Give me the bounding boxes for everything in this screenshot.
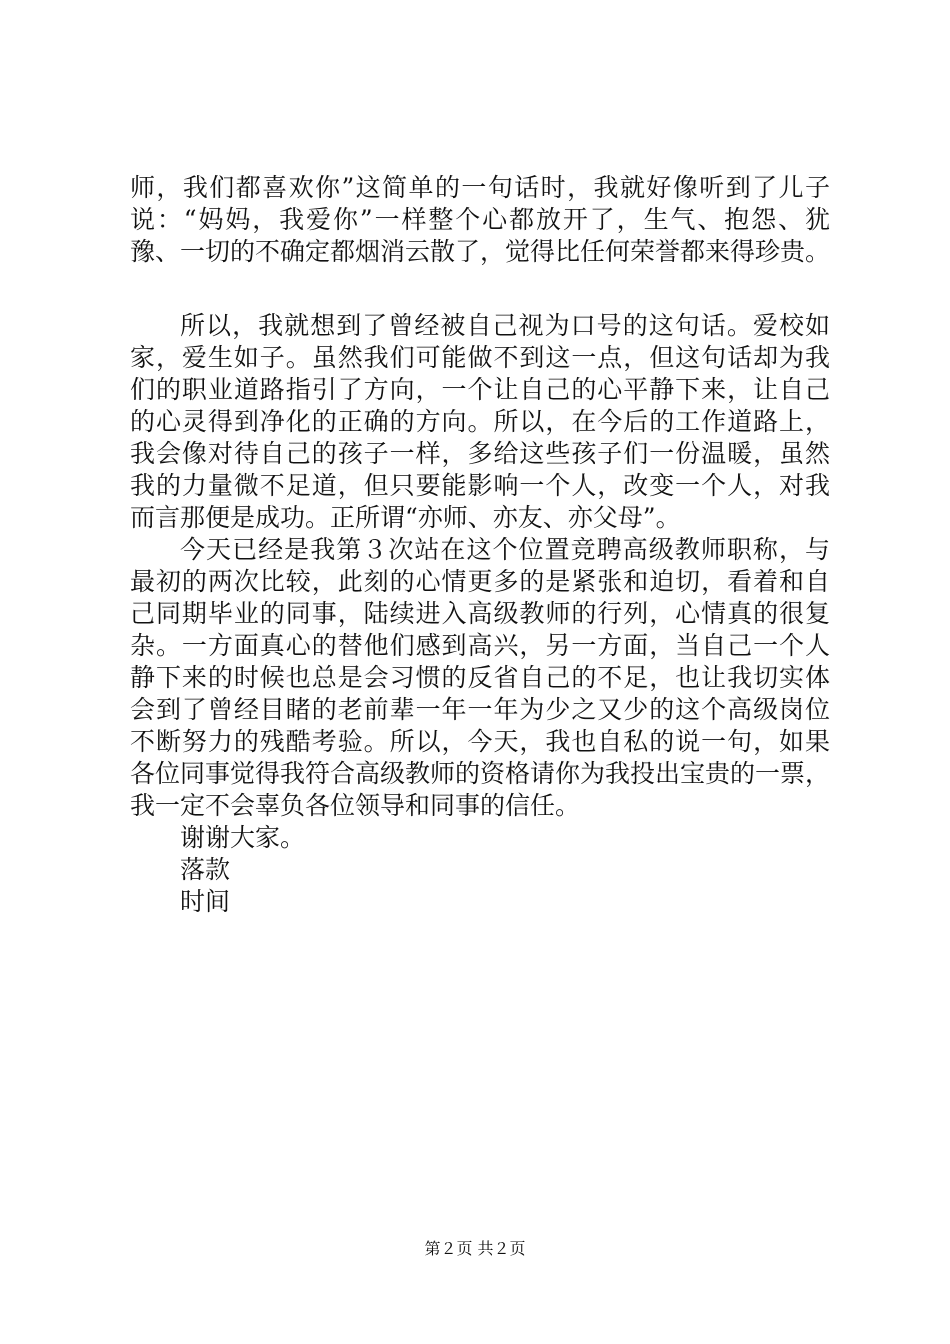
paragraph-line: 豫、一切的不确定都烟消云散了，觉得比任何荣誉都来得珍贵。 — [130, 237, 831, 266]
paragraph-line: 我会像对待自己的孩子一样，多给这些孩子们一份温暖，虽然 — [130, 439, 830, 468]
page-footer: 第２页 共２页 — [424, 1239, 526, 1258]
paragraph-line: 们的职业道路指引了方向，一个让自己的心平静下来，让自己 — [130, 375, 830, 404]
paragraph-line: 我一定不会辜负各位领导和同事的信任。 — [130, 791, 581, 820]
paragraph-spacer — [130, 268, 830, 310]
paragraph-line: 师，我们都喜欢你”这简单的一句话时，我就好像听到了儿子 — [130, 173, 830, 202]
date-placeholder — [130, 886, 830, 918]
paragraph-line: 己同期毕业的同事，陆续进入高级教师的行列，心情真的很复 — [130, 599, 830, 628]
paragraph-line: 时间 — [180, 887, 231, 916]
paragraph-2 — [130, 310, 830, 534]
document-body — [130, 172, 830, 918]
paragraph-line: 谢谢大家。 — [180, 823, 306, 852]
paragraph-1 — [130, 172, 830, 268]
paragraph-3 — [130, 534, 830, 822]
paragraph-line: 今天已经是我第３次站在这个位置竞聘高级教师职称，与 — [180, 535, 830, 564]
paragraph-line: 的心灵得到净化的正确的方向。所以，在今后的工作道路上， — [130, 407, 830, 436]
paragraph-line: 说：“妈妈，我爱你”一样整个心都放开了，生气、抱怨、犹 — [130, 205, 830, 234]
paragraph-line: 家，爱生如子。虽然我们可能做不到这一点，但这句话却为我 — [130, 343, 830, 372]
paragraph-line: 会到了曾经目睹的老前辈一年一年为少之又少的这个高级岗位 — [130, 695, 830, 724]
paragraph-line: 我的力量微不足道，但只要能影响一个人，改变一个人，对我 — [130, 471, 830, 500]
paragraph-line: 不断努力的残酷考验。所以，今天，我也自私的说一句，如果 — [130, 727, 830, 756]
paragraph-line: 杂。一方面真心的替他们感到高兴，另一方面，当自己一个人 — [130, 631, 830, 660]
closing-thanks — [130, 822, 830, 854]
paragraph-line: 所以，我就想到了曾经被自己视为口号的这句话。爱校如 — [180, 311, 830, 340]
paragraph-line: 落款 — [180, 855, 231, 884]
paragraph-line: 最初的两次比较，此刻的心情更多的是紧张和迫切，看着和自 — [130, 567, 830, 596]
paragraph-line: 而言那便是成功。正所谓“亦师、亦友、亦父母”。 — [130, 503, 681, 532]
signature-placeholder — [130, 854, 830, 886]
paragraph-line: 各位同事觉得我符合高级教师的资格请你为我投出宝贵的一票， — [130, 759, 831, 788]
paragraph-line: 静下来的时候也总是会习惯的反省自己的不足，也让我切实体 — [130, 663, 830, 692]
